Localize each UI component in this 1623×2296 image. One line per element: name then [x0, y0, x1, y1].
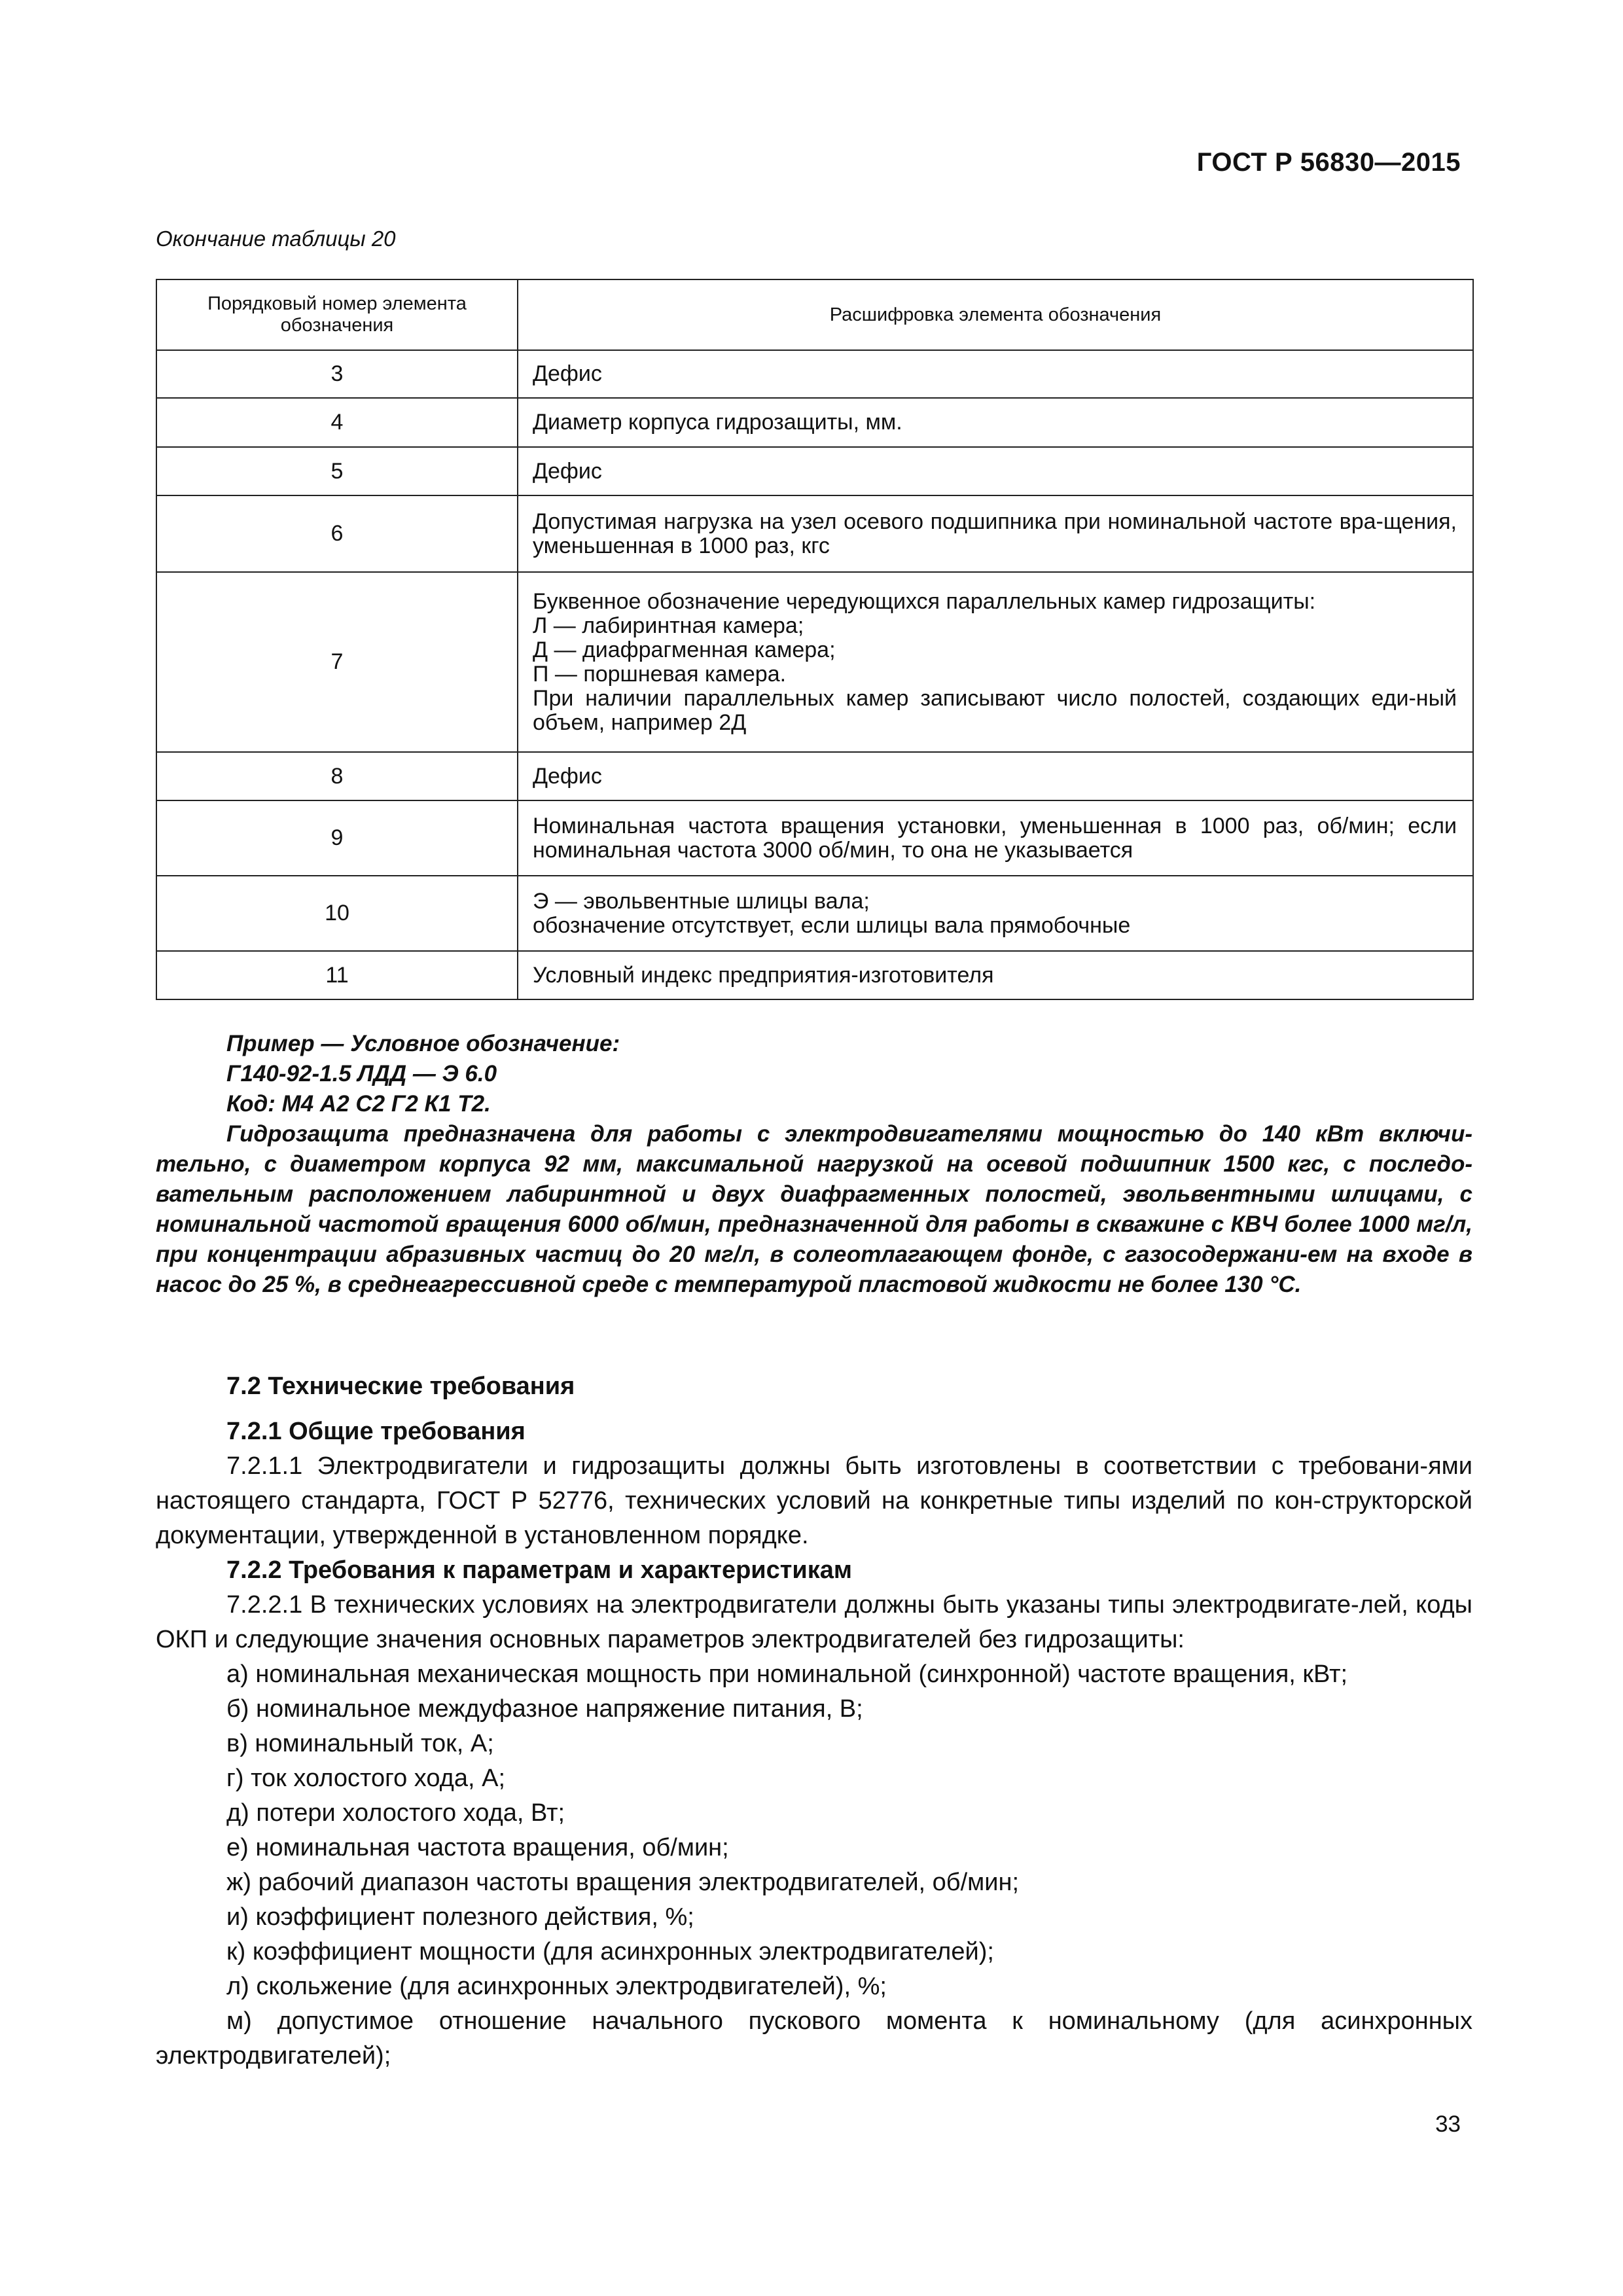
- heading-7-2-2: 7.2.2 Требования к параметрам и характеристикам: [226, 1556, 853, 1584]
- list-item: л) скольжение (для асинхронных электродвигателей), %;: [226, 1973, 887, 2000]
- list-item: г) ток холостого хода, А;: [226, 1765, 505, 1792]
- list-item: б) номинальное междуфазное напряжение питания, В;: [226, 1695, 863, 1723]
- row-number: 5: [156, 447, 518, 495]
- row-number: 7: [156, 572, 518, 752]
- row-description: Дефис: [518, 447, 1473, 495]
- list-item: д) потери холостого хода, Вт;: [226, 1799, 565, 1827]
- document-header: ГОСТ Р 56830—2015: [1196, 148, 1461, 177]
- row-number: 6: [156, 495, 518, 572]
- list-item: и) коэффициент полезного действия, %;: [226, 1903, 694, 1931]
- row-description-line: Э — эвольвентные шлицы вала;: [533, 888, 870, 914]
- example-designation: Г140-92-1.5 ЛДД — Э 6.0: [226, 1061, 497, 1086]
- row-description: Номинальная частота вращения установки, уменьшенная в 1000 раз, об/мин; если номинальная частота 3000 об/мин, то она не указывается: [518, 800, 1473, 876]
- table-row: [156, 495, 1473, 572]
- paragraph-7-2-1-1: 7.2.1.1 Электродвигатели и гидрозащиты должны быть изготовлены в соответствии с требовани-ями настоящего стандарта, ГОСТ Р 52776, технических условий на конкретные типы изделий по кон-структорской документации, утвержденной в установленном порядке.: [156, 1452, 1472, 1549]
- list-item: е) номинальная частота вращения, об/мин;: [226, 1834, 729, 1861]
- section-body: [156, 1369, 1472, 2073]
- page-number: 33: [1435, 2111, 1461, 2137]
- row-number: 4: [156, 398, 518, 447]
- list-item: а) номинальная механическая мощность при номинальной (синхронной) частоте вращения, кВт;: [226, 1660, 1348, 1688]
- row-number: 10: [156, 876, 518, 951]
- column-header-description: Расшифровка элемента обозначения: [518, 279, 1473, 350]
- table-row: [156, 572, 1473, 752]
- row-description-line: Л — лабиринтная камера;: [533, 613, 804, 638]
- example-code: Код: М4 А2 С2 Г2 К1 Т2.: [226, 1091, 491, 1117]
- row-number: 8: [156, 752, 518, 800]
- row-description-line: П — поршневая камера.: [533, 661, 787, 687]
- row-description: [518, 572, 1473, 752]
- heading-7-2-1: 7.2.1 Общие требования: [226, 1418, 526, 1445]
- table-row: [156, 447, 1473, 495]
- row-description: Дефис: [518, 350, 1473, 398]
- heading-7-2: 7.2 Технические требования: [226, 1372, 575, 1400]
- row-description: Диаметр корпуса гидрозащиты, мм.: [518, 398, 1473, 447]
- row-description: Допустимая нагрузка на узел осевого подшипника при номинальной частоте вра-щения, уменьшенная в 1000 раз, кгс: [518, 495, 1473, 572]
- row-number: 3: [156, 350, 518, 398]
- list-item: в) номинальный ток, А;: [226, 1730, 494, 1757]
- table-header-row: [156, 279, 1473, 350]
- table-row: [156, 398, 1473, 447]
- row-description-line: Д — диафрагменная камера;: [533, 637, 836, 662]
- row-description-line: При наличии параллельных камер записывают число полостей, создающих еди-ный объем, например 2Д: [533, 685, 1457, 735]
- example-block: [156, 1029, 1472, 1300]
- table-row: [156, 951, 1473, 999]
- designation-table: [156, 279, 1474, 1000]
- table-row: [156, 876, 1473, 951]
- table-row: [156, 800, 1473, 876]
- row-number: 11: [156, 951, 518, 999]
- table-row: [156, 752, 1473, 800]
- table-row: [156, 350, 1473, 398]
- row-description-line: Буквенное обозначение чередующихся параллельных камер гидрозащиты:: [533, 588, 1316, 614]
- example-title: Пример — Условное обозначение:: [226, 1031, 620, 1056]
- list-item: к) коэффициент мощности (для асинхронных электродвигателей);: [226, 1938, 994, 1965]
- row-description: Дефис: [518, 752, 1473, 800]
- row-description: [518, 876, 1473, 951]
- row-description: Условный индекс предприятия-изготовителя: [518, 951, 1473, 999]
- table-caption: Окончание таблицы 20: [156, 226, 396, 251]
- column-header-number: Порядковый номер элемента обозначения: [156, 279, 518, 350]
- example-paragraph: Гидрозащита предназначена для работы с электродвигателями мощностью до 140 кВт включи-тельно, с диаметром корпуса 92 мм, максимальной нагрузкой на осевой подшипник 1500 кгс, с последо-вательным расположением лабиринтной и двух диафрагменных полостей, эвольвентными шлицами, с номинальной частотой вращения 6000 об/мин, предназначенной для работы в скважине с КВЧ более 1000 мг/л, при концентрации абразивных частиц до 20 мг/л, в солеотлагающем фонде, с газосодержани-ем на входе в насос до 25 %, в среднеагрессивной среде с температурой пластовой жидкости не более 130 °С.: [156, 1121, 1472, 1297]
- list-item: ж) рабочий диапазон частоты вращения электродвигателей, об/мин;: [226, 1869, 1020, 1896]
- paragraph-7-2-2-1: 7.2.2.1 В технических условиях на электродвигатели должны быть указаны типы электродвигате-лей, коды ОКП и следующие значения основных параметров электродвигателей без гидрозащиты:: [156, 1591, 1472, 1653]
- list-item: м) допустимое отношение начального пускового момента к номинальному (для асинхронных электродвигателей);: [156, 2007, 1472, 2070]
- row-description-line: обозначение отсутствует, если шлицы вала прямобочные: [533, 912, 1131, 938]
- row-number: 9: [156, 800, 518, 876]
